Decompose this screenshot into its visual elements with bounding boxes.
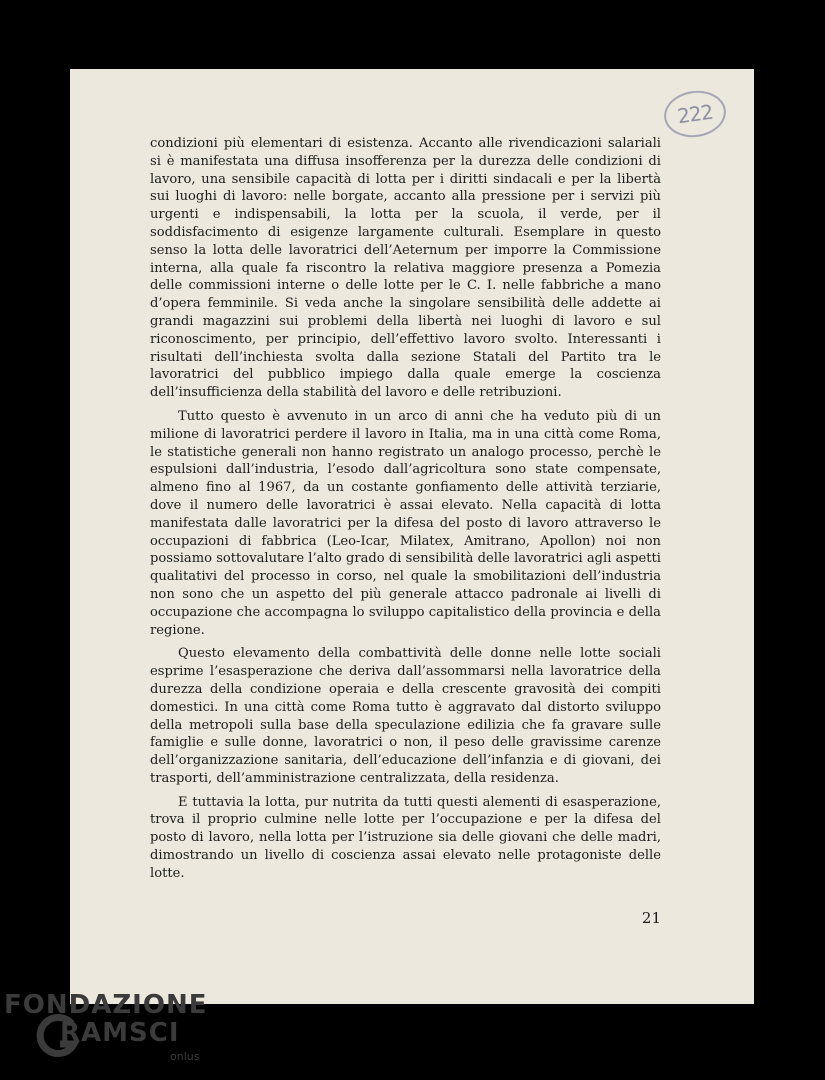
body-text (150, 135, 661, 889)
paragraph: condizioni più elementari di esistenza. Accanto alle rivendicazioni salariali si è manifestata una diffusa insofferenza per la durezza delle condizioni di lavoro, una sensibile capacità di lotta per i diritti sindacali e per la libertà sui luoghi di lavoro: nelle borgate, accanto alla pressione per i servizi più urgenti e indispensabili, la lotta per la scuola, il verde, per il soddisfacimento di esigenze largamente culturali. Esemplare in questo senso la lotta delle lavoratrici dell’Aeternum per imporre la Commissione interna, alla quale fa riscontro la relativa maggiore presenza a Pomezia delle commissioni interne o delle lotte per le C. I. nelle fabbriche a mano d’opera femminile. Si veda anche la singolare sensibilità delle addette ai grandi magazzini sui problemi della libertà nei luoghi di lavoro e sul riconoscimento, per principio, dell’effettivo lavoro svolto. Interessanti i risultati dell’inchiesta svolta dalla sezione Statali del Partito tra le lavoratrici del pubblico impiego dalla quale emerge la coscienza dell’insufficienza della stabilità del lavoro e delle retribuzioni. (150, 136, 661, 401)
watermark-line-2 (34, 1018, 180, 1048)
paragraph: Tutto questo è avvenuto in un arco di anni che ha veduto più di un milione di lavoratrici perdere il lavoro in Italia, ma in una città come Roma, le statistiche generali non hanno registrato un analogo processo, perchè le espulsioni dall’industria, l’esodo dall’agricoltura sono state compensate, almeno fino al 1967, da un costante gonfiamento delle attività terziarie, dove il numero delle lavoratrici è assai elevato. Nella capacità di lotta manifestata dalle lavoratrici per la difesa del posto di lavoro attraverso le occupazioni di fabbrica (Leo-Icar, Milatex, Amitrano, Apollon) noi non possiamo sottovalutare l’alto grado di sensibilità delle lavoratrici agli aspetti qualitativi del processo in corso, nel quale la smobilitazioni dell’industria non sono che un aspetto del più generale attacco padronale ai livelli di occupazione che accompagna lo sviluppo capitalistico della provincia e della regione. (150, 408, 661, 638)
scanned-page (70, 69, 754, 1004)
paragraph: Questo elevamento della combattività delle donne nelle lotte sociali esprime l’esasperazione che deriva dall’assommarsi nella lavoratrice della durezza della condizione operaia e della crescente gravosità dei compiti domestici. In una città come Roma tutto è aggravato dal distorto sviluppo della metropoli sulla base della speculazione edilizia che fa gravare sulle famiglie e sulle donne, lavoratrici o non, il peso delle gravissime carenze dell’organizzazione sanitaria, dell’educazione dell’infanzia e di giovani, dei trasporti, dell’amministrazione centralizzata, della residenza. (150, 646, 661, 786)
watermark-line-1: FONDAZIONE (4, 990, 208, 1020)
watermark-line-3: onlus (170, 1050, 200, 1063)
paragraph: E tuttavia la lotta, pur nutrita da tutti questi alementi di esasperazione, trova il proprio culmine nelle lotte per l’occupazione e per la difesa del posto di lavoro, nella lotta per l’istruzione sia delle giovani che delle madri, dimostrando un livello di coscienza assai elevato nelle protagoniste delle lotte. (150, 794, 661, 881)
archive-stamp: 222 (661, 87, 729, 141)
fondazione-gramsci-watermark (4, 990, 214, 1070)
watermark-line-2-text: RAMSCI (60, 1018, 180, 1048)
page-number: 21 (641, 909, 661, 927)
